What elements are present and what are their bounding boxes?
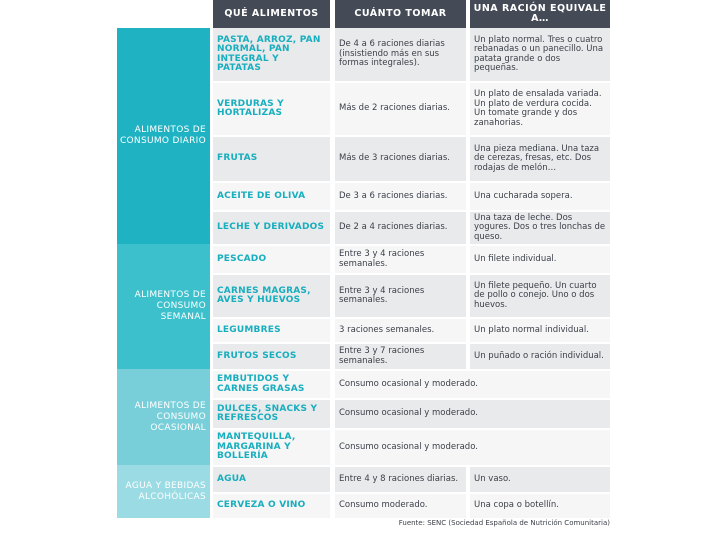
group-label-diario: ALIMENTOS DE CONSUMO DIARIO xyxy=(117,28,210,244)
table-row xyxy=(213,494,610,518)
group-label-semanal: ALIMENTOS DE CONSUMO SEMANAL xyxy=(117,244,210,369)
table-row xyxy=(213,83,610,135)
food-cell: MANTEQUILLA, MARGARINA Y BOLLERÍA xyxy=(213,430,330,465)
equivalent-cell: Un plato normal. Tres o cuatro rebanadas o un panecillo. Una patata grande o dos pequeñas. xyxy=(470,28,610,81)
table-row xyxy=(213,137,610,181)
amount-cell: Entre 3 y 4 raciones semanales. xyxy=(335,246,466,273)
header-food: QUÉ ALIMENTOS xyxy=(213,0,330,28)
amount-cell: Consumo moderado. xyxy=(335,494,466,518)
equivalent-cell: Una copa o botellín. xyxy=(470,494,610,518)
equivalent-cell: Una cucharada sopera. xyxy=(470,183,610,210)
food-cell: LECHE Y DERIVADOS xyxy=(213,212,330,244)
food-cell: VERDURAS Y HORTALIZAS xyxy=(213,83,330,135)
food-cell: CERVEZA O VINO xyxy=(213,494,330,518)
source-note: Fuente: SENC (Sociedad Española de Nutrición Comunitaria) xyxy=(398,519,610,527)
equivalent-cell: Un plato normal individual. xyxy=(470,319,610,342)
header-amount: CUÁNTO TOMAR xyxy=(335,0,466,28)
food-cell: PASTA, ARROZ, PAN NORMAL, PAN INTEGRAL Y PATATAS xyxy=(213,28,330,81)
equivalent-cell: Una pieza mediana. Una taza de cerezas, fresas, etc. Dos rodajas de melón… xyxy=(470,137,610,181)
food-cell: FRUTOS SECOS xyxy=(213,344,330,369)
food-cell: CARNES MAGRAS, AVES Y HUEVOS xyxy=(213,275,330,317)
table-row xyxy=(213,183,610,210)
equivalent-cell: Un vaso. xyxy=(470,467,610,492)
table-row xyxy=(213,275,610,317)
food-cell: LEGUMBRES xyxy=(213,319,330,342)
food-cell: ACEITE DE OLIVA xyxy=(213,183,330,210)
food-cell: AGUA xyxy=(213,467,330,492)
table-row xyxy=(213,246,610,273)
equivalent-cell: Un filete pequeño. Un cuarto de pollo o conejo. Uno o dos huevos. xyxy=(470,275,610,317)
table-row xyxy=(213,371,610,398)
group-label-ocasional: ALIMENTOS DE CONSUMO OCASIONAL xyxy=(117,369,210,465)
amount-cell: De 2 a 4 raciones diarias. xyxy=(335,212,466,244)
equivalent-cell: Un filete individual. xyxy=(470,246,610,273)
food-cell: PESCADO xyxy=(213,246,330,273)
merged-cell: Consumo ocasional y moderado. xyxy=(335,430,610,465)
food-cell: DULCES, SNACKS Y REFRESCOS xyxy=(213,400,330,428)
equivalent-cell: Un plato de ensalada variada. Un plato de verdura cocida. Un tomate grande y dos zanahorias. xyxy=(470,83,610,135)
merged-cell: Consumo ocasional y moderado. xyxy=(335,371,610,398)
amount-cell: Entre 3 y 4 raciones semanales. xyxy=(335,275,466,317)
amount-cell: Más de 3 raciones diarias. xyxy=(335,137,466,181)
amount-cell: Más de 2 raciones diarias. xyxy=(335,83,466,135)
amount-cell: De 3 a 6 raciones diarias. xyxy=(335,183,466,210)
table-row xyxy=(213,467,610,492)
amount-cell: Entre 4 y 8 raciones diarias. xyxy=(335,467,466,492)
merged-cell: Consumo ocasional y moderado. xyxy=(335,400,610,428)
amount-cell: Entre 3 y 7 raciones semanales. xyxy=(335,344,466,369)
table-row xyxy=(213,319,610,342)
equivalent-cell: Un puñado o ración individual. xyxy=(470,344,610,369)
amount-cell: 3 raciones semanales. xyxy=(335,319,466,342)
food-cell: FRUTAS xyxy=(213,137,330,181)
table-row xyxy=(213,430,610,465)
table-row xyxy=(213,344,610,369)
equivalent-cell: Una taza de leche. Dos yogures. Dos o tres lonchas de queso. xyxy=(470,212,610,244)
group-label-agua: AGUA Y BEBIDAS ALCOHÓLICAS xyxy=(117,465,210,518)
nutrition-table xyxy=(117,0,610,530)
header-equivalent: UNA RACIÓN EQUIVALE A… xyxy=(470,0,610,28)
food-cell: EMBUTIDOS Y CARNES GRASAS xyxy=(213,371,330,398)
table-row xyxy=(213,400,610,428)
table-row xyxy=(213,212,610,244)
amount-cell: De 4 a 6 raciones diarias (insistiendo más en sus formas integrales). xyxy=(335,28,466,81)
table-row xyxy=(213,28,610,81)
